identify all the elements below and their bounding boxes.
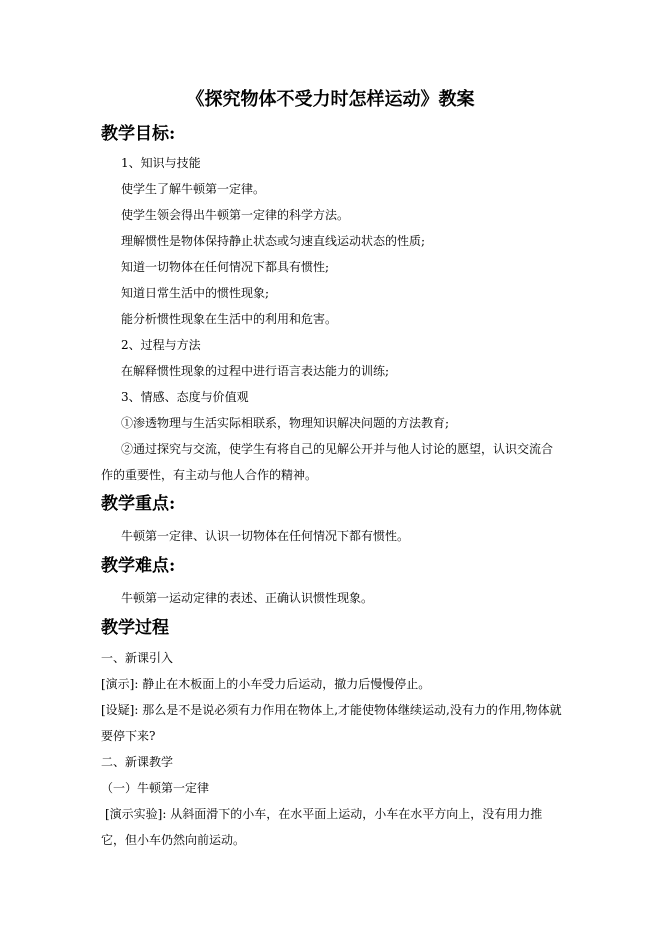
goals-line: 1、知识与技能 [121, 156, 201, 170]
goals-line: 理解惯性是物体保持静止状态或匀速直线运动状态的性质; [121, 234, 426, 248]
goals-line: 使学生了解牛顿第一定律。 [121, 182, 266, 196]
goals-line: 能分析惯性现象在生活中的利用和危害。 [121, 312, 338, 326]
difficulties-text: 牛顿第一运动定律的表述、正确认识惯性现象。 [121, 591, 374, 605]
goals-line: 知道日常生活中的惯性现象; [121, 286, 270, 300]
goals-line: 在解释惯性现象的过程中进行语言表达能力的训练; [121, 364, 390, 378]
goals-line: 2、过程与方法 [121, 338, 201, 352]
key-points-heading: 教学重点: [101, 494, 176, 514]
document-title: 《探究物体不受力时怎样运动》教案 [186, 89, 475, 110]
goals-line: ①渗透物理与生活实际相联系，物理知识解决问题的方法教育; [121, 416, 450, 430]
experiment-text: [演示实验]: 从斜面滑下的小车，在水平面上运动，小车在水平方向上，没有用力推它，但小车仍然向前运动。 [101, 807, 543, 847]
goals-heading: 教学目标: [101, 124, 176, 144]
goals-line: 知道一切物体在任何情况下都具有惯性; [121, 260, 330, 274]
demo-text: [演示]: 静止在木板面上的小车受力后运动，撤力后慢慢停止。 [101, 677, 431, 691]
process-heading: 教学过程 [101, 618, 169, 638]
question-text: [设疑]: 那么是不是说必须有力作用在物体上,才能使物体继续运动,没有力的作用,物体就要停下来? [101, 703, 562, 743]
goals-line: 3、情感、态度与价值观 [121, 390, 249, 404]
new-lesson-heading: 二、新课教学 [101, 755, 174, 769]
difficulties-heading: 教学难点: [101, 556, 176, 576]
key-points-text: 牛顿第一定律、认识一切物体在任何情况下都有惯性。 [121, 529, 410, 543]
goals-line: 使学生领会得出牛顿第一定律的科学方法。 [121, 208, 350, 222]
goals-paragraph: ②通过探究与交流，使学生有将自己的见解公开并与他人讨论的愿望，认识交流合作的重要性，有主动与他人合作的精神。 [101, 442, 554, 482]
intro-heading: 一、新课引入 [101, 651, 174, 665]
sub-heading: （一）牛顿第一定律 [101, 781, 210, 795]
